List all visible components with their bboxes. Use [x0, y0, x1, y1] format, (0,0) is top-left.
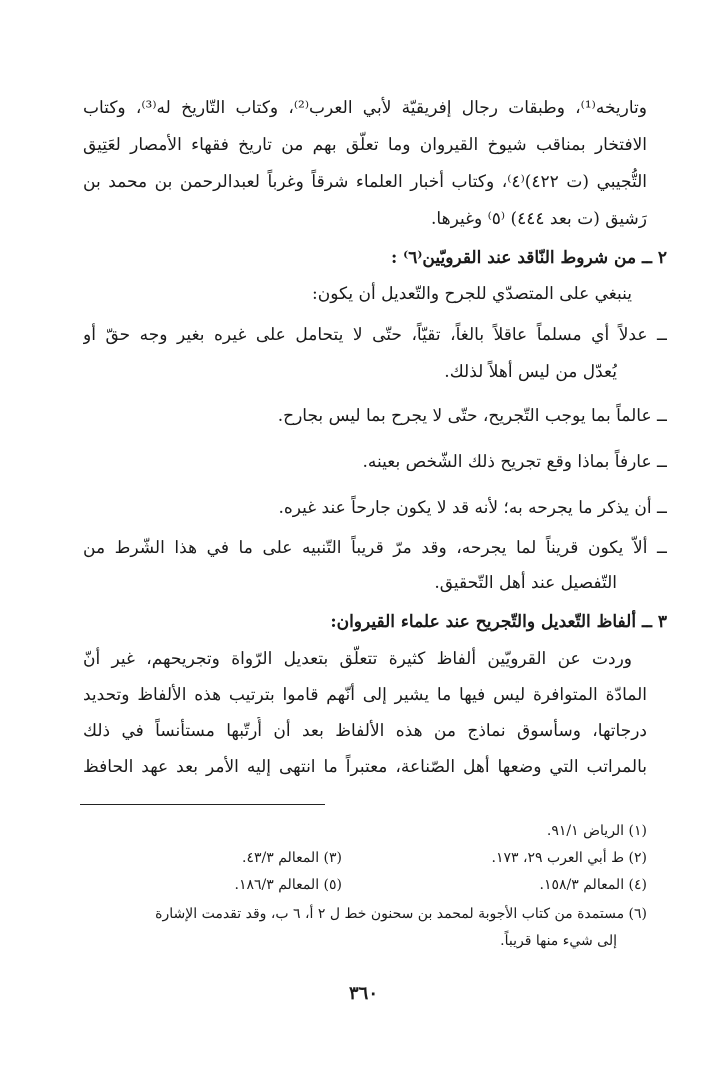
body-line-3: التُّجيبي (ت ٤٢٢)⁽٤⁾، وكتاب أخبار العلماء شرقاً وغرباً لعبدالرحمن بن محمد بن [83, 172, 647, 192]
condition-4: ــ أن يذكر ما يجرحه به؛ لأنه قد لا يكون جارحاً عند غيره. [278, 498, 667, 518]
footnote-6-line-2: إلى شيء منها قريباً. [500, 933, 617, 949]
section-3-line-2: المادّة المتوافرة ليس فيها ما يشير إلى أنّهم قاموا بترتيب هذه الألفاظ وتحديد [83, 685, 647, 705]
footnote-5: (٥) المعالم ١٨٦/٣. [234, 877, 342, 893]
section-3-line-4: بالمراتب التي وضعها أهل الصّناعة، معتبراً ما انتهى إليه الأمر بعد عهد الحافظ [83, 757, 647, 777]
section-2-intro: ينبغي على المتصدّي للجرح والتّعديل أن يكون: [312, 284, 632, 304]
page-number: ٣٦٠ [348, 983, 378, 1004]
condition-5-line-1: ــ ألاّ يكون قريناً لما يجرحه، وقد مرّ قريباً التّنبيه على ما في هذا الشّرط من [83, 538, 667, 558]
footnote-6-line-1: (٦) مستمدة من كتاب الأجوبة لمحمد بن سحنون خط ل ٢ أ، ٦ ب، وقد تقدمت الإشارة [155, 906, 647, 922]
body-line-1: وتاريخه⁽¹⁾، وطبقات رجال إفريقيّة لأبي العرب⁽²⁾، وكتاب التّاريخ له⁽³⁾، وكتاب [83, 98, 647, 118]
section-2-heading: ٢ ــ من شروط النّاقد عند القرويّين⁽٦⁾ : [390, 248, 667, 268]
section-3-heading: ٣ ــ ألفاظ التّعديل والتّجريح عند علماء القيروان: [330, 612, 667, 632]
footnote-3: (٣) المعالم ٤٣/٣. [242, 850, 342, 866]
condition-2: ــ عالماً بما يوجب التّجريح، حتّى لا يجرح بما ليس بجارح. [277, 406, 667, 426]
body-line-2: الافتخار بمناقب شيوخ القيروان وما تعلّق بهم من تاريخ فقهاء الأمصار لعَتِيق [83, 135, 647, 155]
condition-3: ــ عارفاً بماذا وقع تجريح ذلك الشّخص بعينه. [362, 452, 667, 472]
condition-1-line-2: يُعدّل من ليس أهلاً لذلك. [444, 362, 617, 382]
condition-1-line-1: ــ عدلاً أي مسلماً عاقلاً بالغاً، تقيّاً، حتّى لا يتحامل على غيره بغير وجه حقّ أو [83, 325, 667, 345]
footnote-4: (٤) المعالم ١٥٨/٣. [539, 877, 647, 893]
footnote-separator [80, 804, 325, 805]
condition-5-line-2: التّفصيل عند أهل التّحقيق. [434, 573, 617, 593]
footnote-1: (١) الرياض ٩١/١. [546, 823, 647, 839]
section-3-line-1: وردت عن القرويّين ألفاظ كثيرة تتعلّق بتعديل الرّواة وتجريحهم، غير أنّ [83, 649, 632, 669]
section-3-line-3: درجاتها، وسأسوق نماذج من هذه الألفاظ بعد أن أُرتّبها مستأنساً في ذلك [83, 721, 647, 741]
footnote-2: (٢) ط أبي العرب ٢٩، ١٧٣. [491, 850, 647, 866]
body-line-4: رَشيق (ت بعد ٤٤٤) ⁽٥⁾ وغيرها. [431, 209, 647, 229]
